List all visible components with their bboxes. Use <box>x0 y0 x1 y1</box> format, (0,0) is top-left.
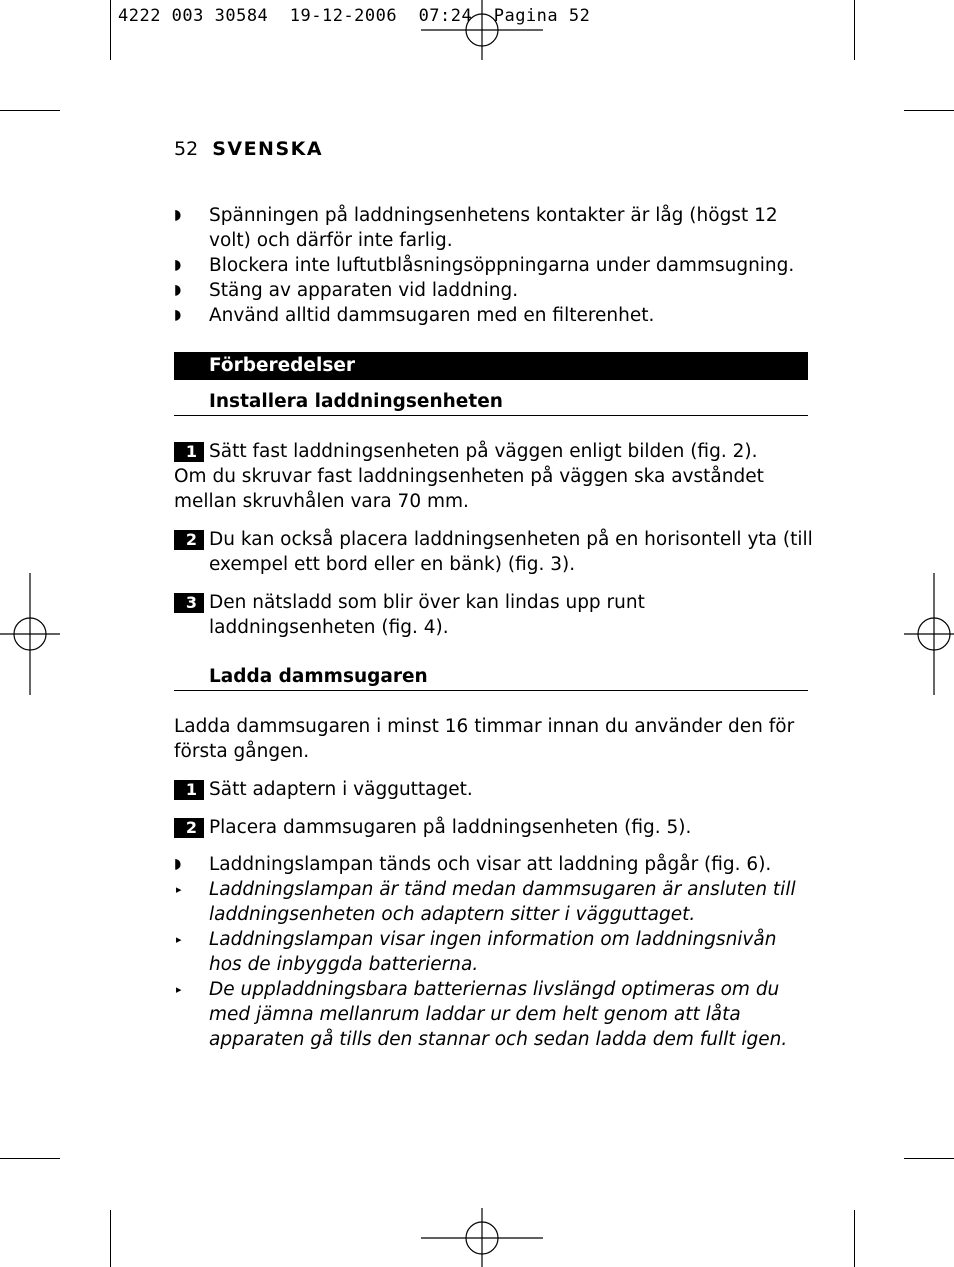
bullet-icon: ◗ <box>174 207 182 223</box>
step-text: Den nätsladd som blir över kan lindas upp runt laddningsenheten (fig. 4). <box>209 592 645 638</box>
step <box>174 527 814 577</box>
step-text: Sätt fast laddningsenheten på väggen enligt bilden (fig. 2). <box>209 441 758 462</box>
step-text: Placera dammsugaren på laddningsenheten (fig. 5). <box>209 817 692 838</box>
note-text: Laddningslampan är tänd medan dammsugaren är ansluten till laddningsenheten och adaptern sitter i vägguttaget. <box>209 879 796 925</box>
subsection-heading <box>174 664 808 691</box>
step-text: Du kan också placera laddningsenheten på en horisontell yta (till exempel ett bord eller en bänk) (fig. 3). <box>209 529 813 575</box>
result-item <box>174 852 814 877</box>
crop-mark <box>110 0 111 60</box>
crop-mark <box>854 0 855 60</box>
crop-mark <box>904 1158 954 1159</box>
triangle-bullet-icon: ▸ <box>176 983 182 996</box>
crop-mark <box>110 1210 111 1267</box>
page-number: 52 <box>174 138 199 160</box>
bullet-icon: ◗ <box>174 257 182 273</box>
subsection-heading <box>174 389 808 416</box>
crop-mark <box>0 110 60 111</box>
note-text: Laddningslampan visar ingen information om laddningsnivån hos de inbyggda batterierna. <box>209 929 777 975</box>
list-item <box>174 203 814 253</box>
registration-mark-top <box>421 0 543 60</box>
language-title: SVENSKA <box>212 138 324 160</box>
crop-mark <box>0 1158 60 1159</box>
step-number-badge: 3 <box>174 593 204 613</box>
step <box>174 815 814 840</box>
note-item <box>174 977 814 1052</box>
result-text: Laddningslampan tänds och visar att laddning pågår (fig. 6). <box>209 854 772 875</box>
note-text: De uppladdningsbara batteriernas livslängd optimeras om du med jämna mellanrum laddar ur dem helt genom att låta apparaten gå tills den stannar och sedan ladda dem fullt igen. <box>209 979 788 1050</box>
step-number-badge: 2 <box>174 530 204 550</box>
step-number-badge: 1 <box>174 780 204 800</box>
note-item <box>174 927 814 977</box>
registration-mark-left <box>0 573 60 695</box>
intro-paragraph: Ladda dammsugaren i minst 16 timmar innan du använder den för första gången. <box>174 716 795 762</box>
list-item-text: Stäng av apparaten vid laddning. <box>209 280 519 301</box>
registration-mark-bottom <box>421 1208 543 1267</box>
step-number-badge: 2 <box>174 818 204 838</box>
registration-mark-right <box>904 573 954 695</box>
note-item <box>174 877 814 927</box>
list-item-text: Blockera inte luftutblåsningsöppningarna under dammsugning. <box>209 255 795 276</box>
page-header <box>174 138 323 160</box>
step-number-badge: 1 <box>174 442 204 462</box>
list-item-text: Använd alltid dammsugaren med en filterenhet. <box>209 305 655 326</box>
list-item <box>174 303 814 328</box>
step <box>174 590 814 640</box>
step <box>174 777 814 802</box>
crop-mark <box>854 1210 855 1267</box>
section-title: Förberedelser <box>209 355 355 376</box>
bullet-icon: ◗ <box>174 282 182 298</box>
section-heading-bar <box>174 352 808 380</box>
triangle-bullet-icon: ▸ <box>176 883 182 896</box>
bullet-icon: ◗ <box>174 307 182 323</box>
list-item <box>174 253 814 278</box>
print-slug: 4222 003 30584 19-12-2006 07:24 Pagina 52 <box>118 6 591 26</box>
bullet-icon: ◗ <box>174 856 182 872</box>
subsection-title: Ladda dammsugaren <box>209 666 428 687</box>
list-item-text: Spänningen på laddningsenhetens kontakter är låg (högst 12 volt) och därför inte farlig. <box>209 205 778 251</box>
crop-mark <box>904 110 954 111</box>
triangle-bullet-icon: ▸ <box>176 933 182 946</box>
subsection-title: Installera laddningsenheten <box>209 391 503 412</box>
list-item <box>174 278 814 303</box>
step <box>174 439 814 464</box>
step-text: Sätt adaptern i vägguttaget. <box>209 779 473 800</box>
step-note: Om du skruvar fast laddningsenheten på väggen ska avståndet mellan skruvhålen vara 70 mm. <box>174 466 764 512</box>
